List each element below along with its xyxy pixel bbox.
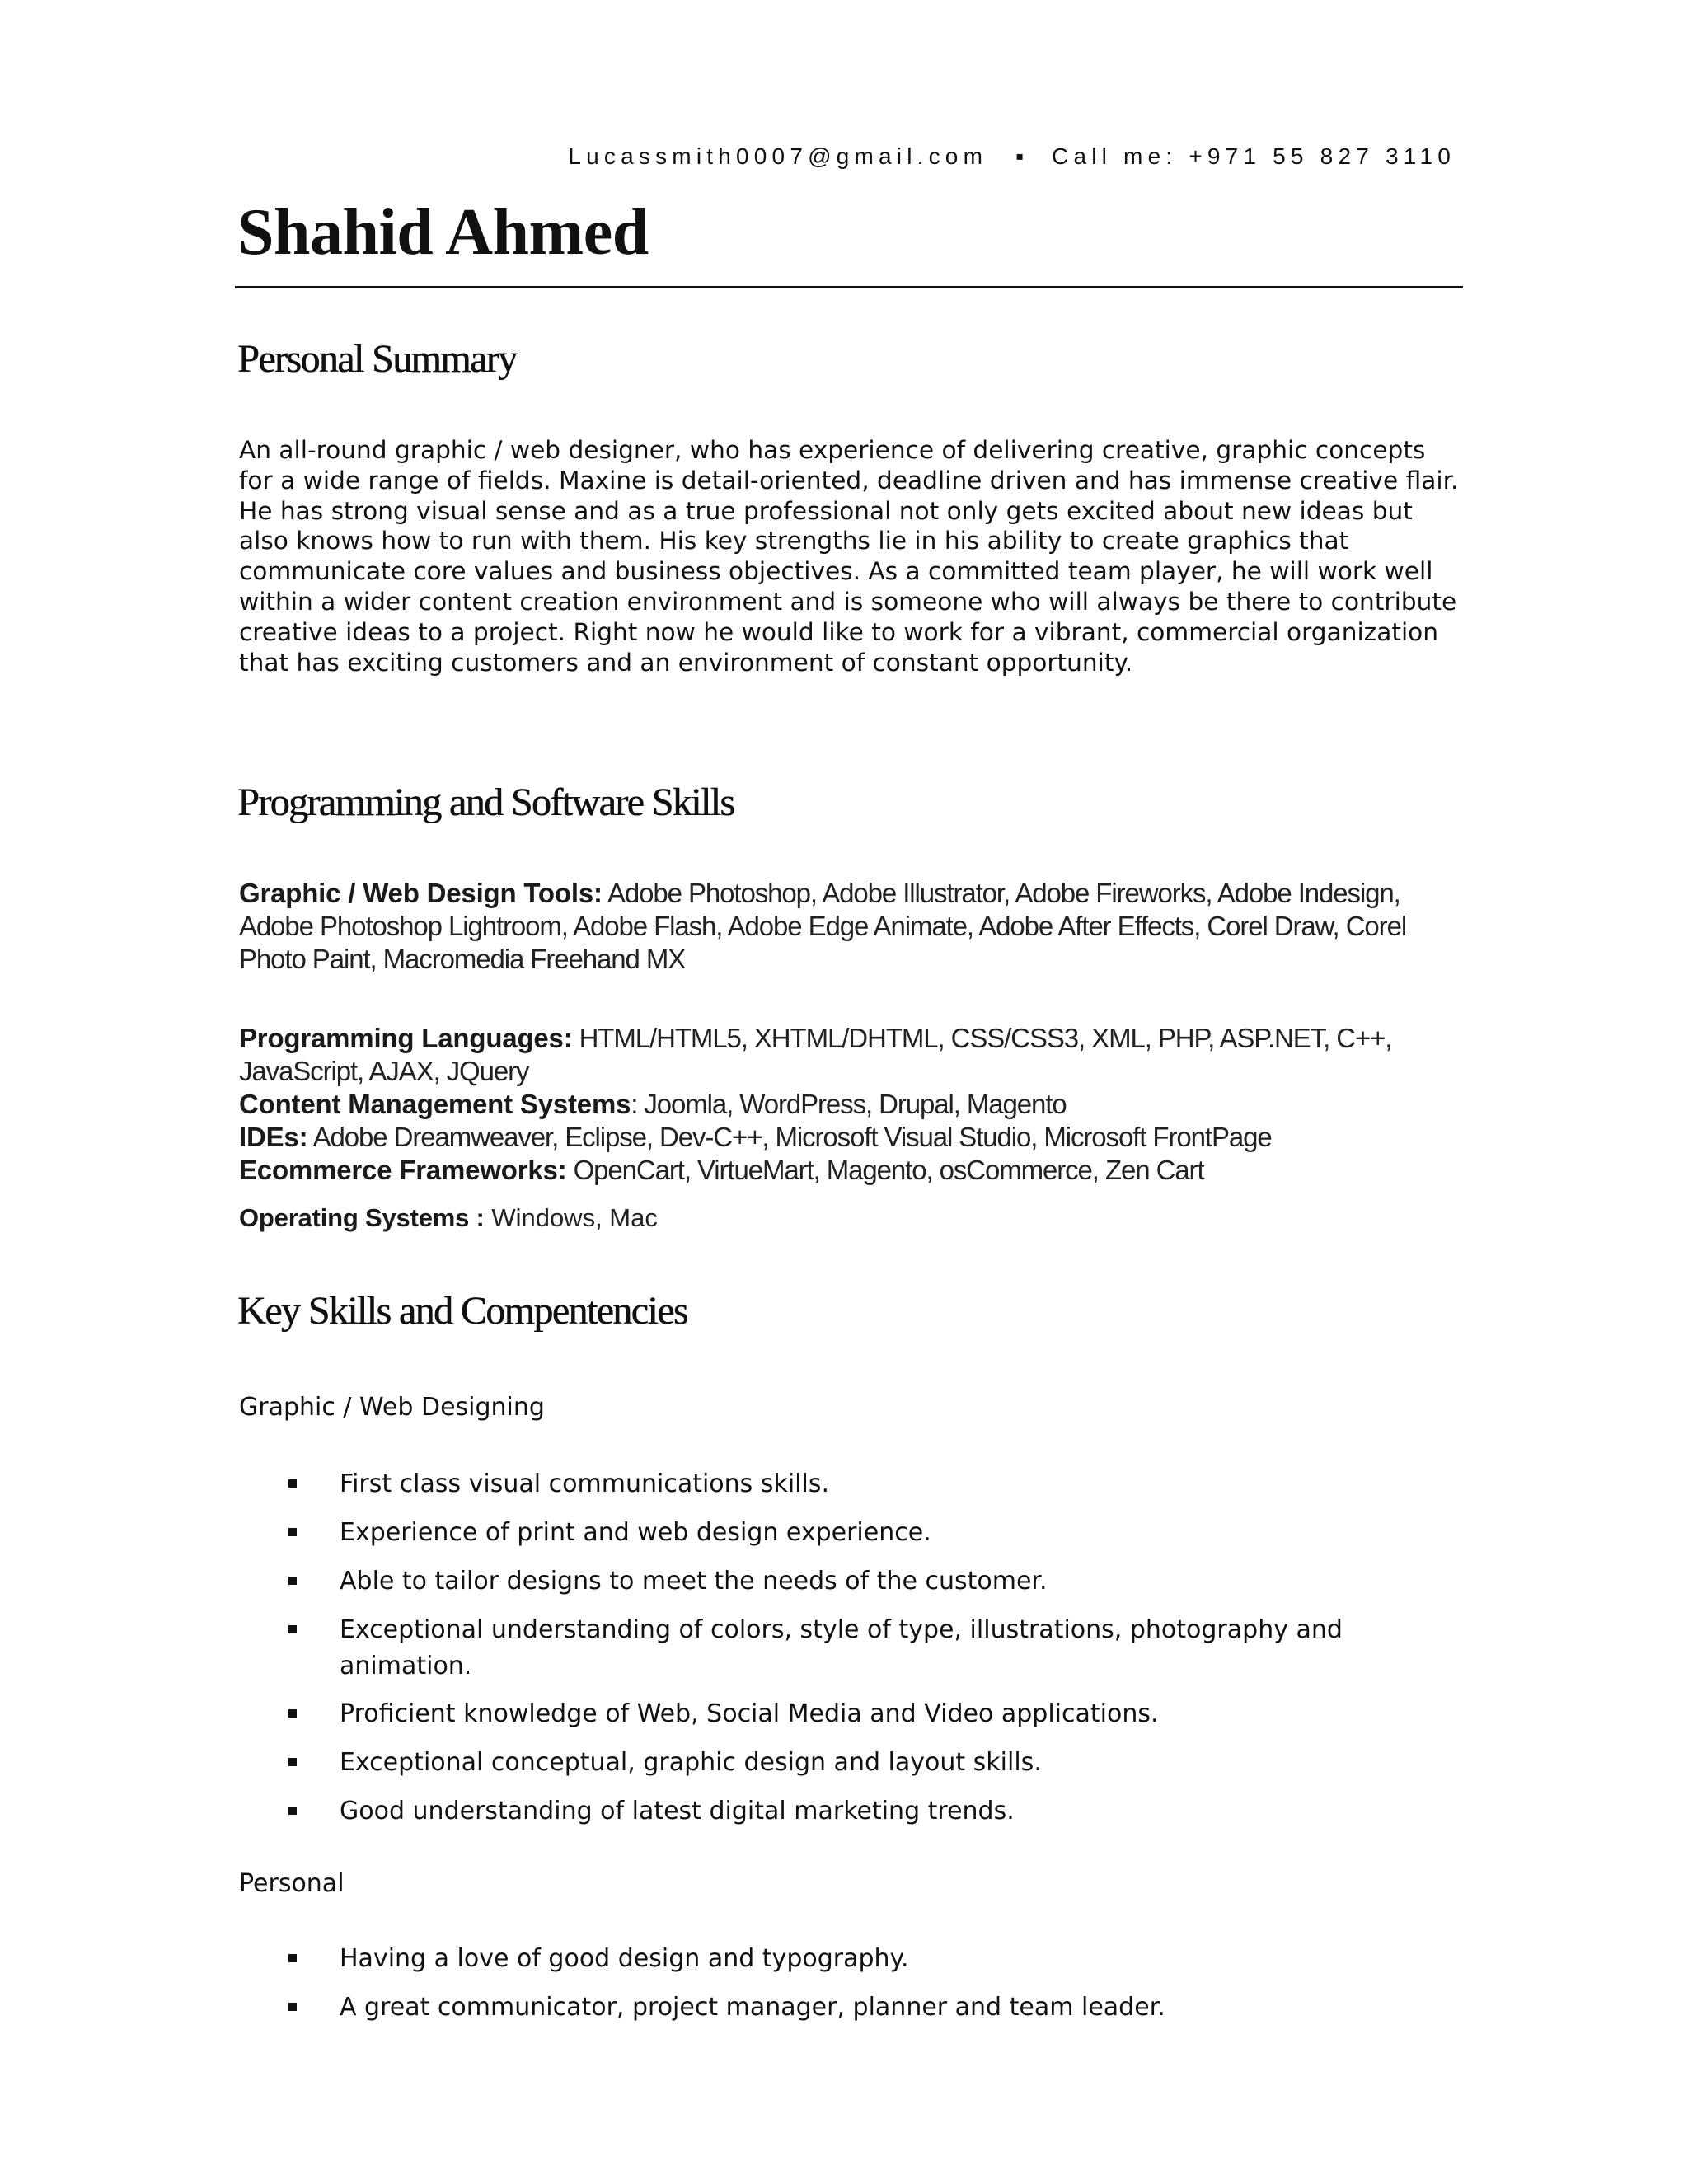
resume-page: Lucassmith0007@gmail.com ▪ Call me: +971 55 827 3110 Shahid Ahmed Personal Summary An all-round graphic / web designer, who has experience of delivering creative, graphic concepts for a wide range of fields. Maxine is detail-oriented, deadline driven and has immense creative flair. He has strong visual sense and as a true professional not only gets excited about new ideas but also knows how to run with them. His key strengths lie in his ability to create graphics that communicate core values and business objectives. As a committed team player, he will work well within a wider content creation environment and is someone who will always be there to contribute creative ideas to a project. Right now he would like to work for a vibrant, commercial organization that has exciting customers and an environment of constant opportunity. Programming and Software Skills Graphic / Web Design Tools: Adobe Photoshop, Adobe Illustrator, Adobe Fireworks, Adobe Indesign, Adobe Photoshop Lightroom, Adobe Flash, Adobe Edge Animate, Adobe After Effects, Corel Draw, Corel Photo Paint, Macromedia Freehand MX Programming Languages: HTML/HTML5, XHTML/DHTML, CSS/CSS3, XML, PHP, ASP.NET, C++, JavaScript, AJAX, JQuery Content Management Systems: Joomla, WordPress, Drupal, Magento IDEs: Adobe Dreamweaver, Eclipse, Dev-C++, Microsoft Visual Studio, Microsoft FrontPage Ecommerce Frameworks: OpenCart, VirtueMart, Magento, osCommerce, Zen Cart Operating Systems : Windows, Mac Key Skills and Compentencies Graphic / Web Designing First class visual communications skills. Experience of print and web design experience. Able to tailor designs to meet the needs of the customer. Exceptional understanding of colors, style of type, illustrations, photography and animation. Proficient knowledge of Web, Social Media and Video applications. Exceptional conceptual, graphic design and layout skills. Good understanding of latest digital marketing trends. Personal Having a love of good design and typography. A great communicator, project manager, planner and team leader. bbox=[0, 0, 1688, 2184]
skill-value: Adobe Photoshop, Adobe Illustrator, Adobe Fireworks, Adobe Indesign, Adobe Photoshop Lightroom, Adobe Flash, Adobe Edge Animate, Adobe After Effects, Corel Draw, Corel Photo Paint, Macromedia Freehand MX bbox=[239, 878, 1407, 974]
personal-summary-heading: Personal Summary bbox=[237, 337, 517, 381]
candidate-name: Shahid Ahmed bbox=[237, 196, 649, 269]
bullet-square-icon bbox=[288, 1758, 297, 1766]
bullet-square-icon bbox=[288, 2003, 297, 2011]
skill-label: Content Management Systems bbox=[239, 1089, 631, 1119]
bullet-square-icon bbox=[288, 1954, 297, 1962]
skill-value: Windows, Mac bbox=[491, 1203, 658, 1232]
separator-icon: ▪ bbox=[1015, 143, 1025, 169]
skill-operating-systems bbox=[239, 1202, 1467, 1235]
contact-line bbox=[0, 143, 1456, 170]
skill-value: : Joomla, WordPress, Drupal, Magento bbox=[631, 1089, 1067, 1119]
skill-cms bbox=[239, 1088, 1467, 1121]
skill-programming-languages bbox=[239, 1022, 1467, 1088]
key-skills-heading: Key Skills and Compentencies bbox=[237, 1289, 687, 1333]
skill-label: IDEs: bbox=[239, 1122, 308, 1152]
skill-label: Programming Languages: bbox=[239, 1023, 573, 1053]
skill-label: Graphic / Web Design Tools: bbox=[239, 878, 603, 908]
personal-summary-text: An all-round graphic / web designer, who has experience of delivering creative, graphic concepts for a wide range of fields. Maxine is detail-oriented, deadline driven and has immense creative flair. He has strong visual sense and as a true professional not only gets excited about new ideas but also knows how to run with them. His key strengths lie in his ability to create graphics that communicate core values and business objectives. As a committed team player, he will work well within a wider content creation environment and is someone who will always be there to contribute creative ideas to a project. Right now he would like to work for a vibrant, commercial organization that has exciting customers and an environment of constant opportunity. bbox=[239, 436, 1459, 677]
bullet-square-icon bbox=[288, 1577, 297, 1585]
skill-value: Adobe Dreamweaver, Eclipse, Dev-C++, Microsoft Visual Studio, Microsoft FrontPage bbox=[312, 1122, 1272, 1152]
bullet-square-icon bbox=[288, 1625, 297, 1633]
skills-heading: Programming and Software Skills bbox=[237, 780, 734, 824]
group-title-personal: Personal bbox=[239, 1869, 345, 1898]
skill-label: Operating Systems : bbox=[239, 1203, 485, 1232]
group-title-graphic-web: Graphic / Web Designing bbox=[239, 1393, 545, 1422]
skill-design-tools bbox=[239, 877, 1467, 976]
bullet-square-icon bbox=[288, 1479, 297, 1488]
bullet-square-icon bbox=[288, 1528, 297, 1536]
skill-value: OpenCart, VirtueMart, Magento, osCommerce, Zen Cart bbox=[573, 1155, 1204, 1185]
contact-email[interactable]: Lucassmith0007@gmail.com bbox=[568, 143, 988, 169]
header-divider bbox=[235, 286, 1463, 288]
skill-value: HTML/HTML5, XHTML/DHTML, CSS/CSS3, XML, PHP, ASP.NET, C++, JavaScript, AJAX, JQuery bbox=[239, 1023, 1392, 1086]
skill-ecommerce bbox=[239, 1154, 1467, 1187]
bullet-square-icon bbox=[288, 1709, 297, 1718]
skill-label: Ecommerce Frameworks: bbox=[239, 1155, 567, 1185]
contact-phone: Call me: +971 55 827 3110 bbox=[1052, 143, 1456, 169]
bullet-square-icon bbox=[288, 1807, 297, 1815]
skill-ides bbox=[239, 1121, 1467, 1154]
